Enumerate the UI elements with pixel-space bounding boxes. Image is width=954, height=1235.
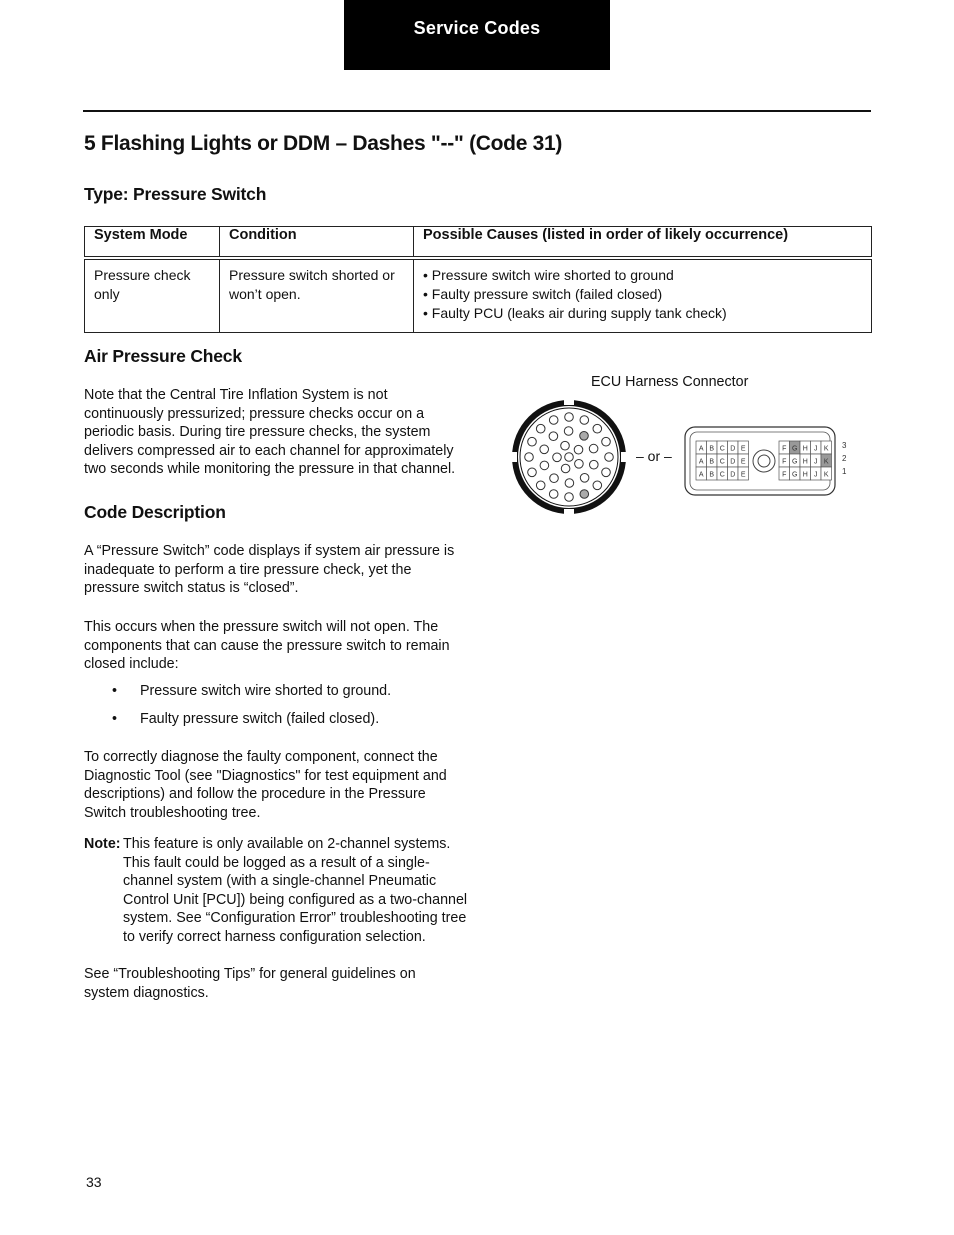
connector-pin [565,453,574,462]
connector-cell-letter: F [782,458,787,466]
table-header-cell: Condition [220,227,414,259]
cause-item: • Faulty PCU (leaks air during supply tank check) [423,305,727,321]
row-number: 2 [842,454,847,463]
connector-cell-letter: K [823,445,829,453]
round-connector-icon [510,398,628,516]
connector-pin [549,432,558,441]
connector-pin [528,468,537,477]
connector-cell-letter: A [698,458,704,466]
cause-bullet-list [112,682,472,738]
connector-pin [550,474,559,483]
header-tab [344,0,610,70]
connector-pin [593,481,602,490]
connector-pin [565,413,574,422]
row-number: 3 [842,441,847,450]
connector-cell-letter: J [814,445,818,453]
connector-pin [580,474,589,483]
row-number: 1 [842,467,847,476]
connector-pin [590,460,599,469]
connector-cell-letter: D [730,471,736,479]
connector-cell-letter: E [740,471,746,479]
connector-pin [536,424,545,433]
connector-pin [525,453,534,462]
note-block [84,835,469,947]
connector-cell-letter: A [698,445,704,453]
connector-cell-letter: B [709,445,715,453]
connector-pin [553,453,562,462]
connector-pin [561,441,570,450]
code-description-para1: A “Pressure Switch” code displays if system air pressure is inadequate to perform a tire pressure check, yet the pressure switch status is “closed”. [84,543,455,597]
connector-cell-letter: B [709,458,715,466]
or-label: – or – [636,448,672,464]
code-description-heading: Code Description [84,502,226,522]
connector-pin [602,468,611,477]
connector-pin [602,437,611,446]
table-row [85,258,872,333]
connector-pin [536,481,545,490]
connector-pin [564,427,573,436]
code-description-para3: To correctly diagnose the faulty component, connect the Diagnostic Tool (see "Diagnostics" for test equipment and descriptions) and follow the procedure in the Pressure Switch troubleshooting tree. [84,749,447,821]
table-header-cell: System Mode [85,227,220,259]
page-title: 5 Flashing Lights or DDM – Dashes "--" (Code 31) [84,132,563,155]
rectangular-connector-icon [684,425,852,497]
causes-table [84,226,872,333]
connector-pin [565,479,574,488]
table-header-row [85,227,872,259]
connector-pin [589,444,598,453]
code-description-para4: See “Troubleshooting Tips” for general guidelines on system diagnostics. [84,966,416,1001]
header-tab-label: Service Codes [413,18,541,38]
connector-cell-letter: G [792,458,798,466]
table-cell-mode: Pressure check only [85,258,220,333]
code-description-para2: This occurs when the pressure switch will not open. The components that can cause the pressure switch to remain closed include: [84,619,450,673]
connector-cell-letter: A [698,471,704,479]
page-number: 33 [86,1174,102,1190]
connector-pin [565,493,574,502]
connector-pin [575,460,584,469]
cause-item: • Faulty pressure switch (failed closed) [423,286,663,302]
connector-pin [580,490,589,499]
connector-cell-letter: E [740,458,746,466]
connector-cell-letter: G [792,471,798,479]
connector-pin [593,424,602,433]
table-cell-causes [414,258,872,333]
figure-caption: ECU Harness Connector [591,374,749,390]
connector-cell-letter: C [719,471,725,479]
note-text: This feature is only available on 2-channel systems. This fault could be logged as a result of a single-channel system (with a single-channel Pneumatic Control Unit [PCU]) being configured as a two-channel system. See “Configuration Error” troubleshooting tree to verify correct harness configuration selection. [123,836,468,945]
header-rule [83,110,871,112]
connector-pin [549,490,558,499]
connector-pin [580,432,589,441]
note-label: Note: [84,836,121,852]
connector-pin [540,461,549,470]
connector-cell-letter: F [782,471,787,479]
connector-cell-letter: E [740,445,746,453]
connector-pin [549,416,558,425]
table-header-cell: Possible Causes (listed in order of likely occurrence) [414,227,872,259]
connector-cell-letter: H [802,458,808,466]
connector-cell-letter: B [709,471,715,479]
table-cell-condition: Pressure switch shorted or won’t open. [220,258,414,333]
connector-cell-letter: F [782,445,787,453]
connector-cell-letter: J [814,471,818,479]
connector-cell-letter: D [730,458,736,466]
connector-cell-letter: H [802,445,808,453]
connector-pin [580,416,589,425]
air-pressure-heading: Air Pressure Check [84,346,242,366]
connector-pin [528,437,537,446]
connector-cell-letter: C [719,445,725,453]
list-item: • Pressure switch wire shorted to ground. [112,683,392,699]
connector-cell-letter: J [814,458,818,466]
list-item: • Faulty pressure switch (failed closed). [112,711,380,727]
connector-cell-letter: H [802,471,808,479]
connector-cell-letter: G [792,445,798,453]
cause-item: • Pressure switch wire shorted to ground [423,267,674,283]
connector-pin [574,445,583,454]
connector-cell-letter: K [823,458,829,466]
connector-pin [561,464,570,473]
air-pressure-text: Note that the Central Tire Inflation System is not continuously pressurized; pressure checks occur on a periodic basis. During tire pressure checks, the system delivers compressed air to each channel for approximately two seconds while monitoring the pressure in that channel. [84,387,456,478]
connector-pin [605,453,614,462]
connector-cell-letter: D [730,445,736,453]
connector-pin [540,445,549,454]
connector-cell-letter: K [823,471,829,479]
type-heading: Type: Pressure Switch [84,184,267,204]
connector-cell-letter: C [719,458,725,466]
